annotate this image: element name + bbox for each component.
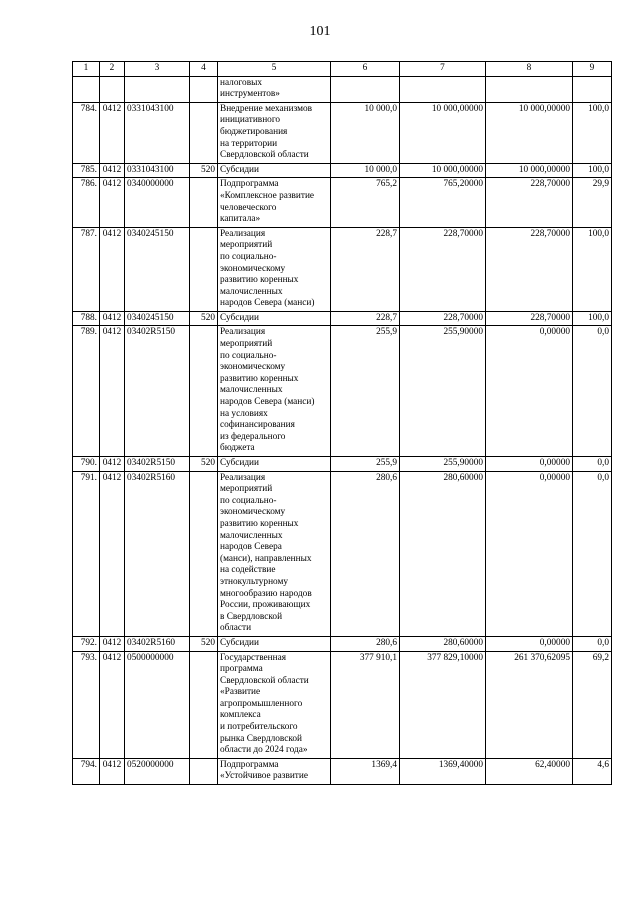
budget-table xyxy=(72,61,612,785)
approved-amount xyxy=(400,76,486,102)
approved-amount: 228,70000 xyxy=(400,311,486,326)
execution-percent: 29,9 xyxy=(573,178,612,227)
table-row xyxy=(73,311,612,326)
approved-amount: 255,90000 xyxy=(400,457,486,472)
item-name: Субсидии xyxy=(218,311,331,326)
table-row xyxy=(73,651,612,758)
execution-percent: 100,0 xyxy=(573,311,612,326)
section-code xyxy=(100,76,125,102)
row-number: 794. xyxy=(73,758,100,784)
executed-amount: 228,70000 xyxy=(486,311,573,326)
column-header: 9 xyxy=(573,62,612,77)
approved-amount: 10 000,00000 xyxy=(400,163,486,178)
executed-amount: 0,00000 xyxy=(486,457,573,472)
approved-amount: 228,70000 xyxy=(400,227,486,311)
section-code: 0412 xyxy=(100,636,125,651)
column-header: 8 xyxy=(486,62,573,77)
target-code: 03402R5160 xyxy=(125,636,190,651)
column-header: 7 xyxy=(400,62,486,77)
executed-amount: 228,70000 xyxy=(486,178,573,227)
column-header: 4 xyxy=(190,62,218,77)
target-code: 0500000000 xyxy=(125,651,190,758)
target-code: 03402R5160 xyxy=(125,471,190,636)
row-number: 792. xyxy=(73,636,100,651)
execution-percent: 0,0 xyxy=(573,326,612,457)
row-number: 791. xyxy=(73,471,100,636)
expense-kind: 520 xyxy=(190,636,218,651)
approved-amount: 10 000,00000 xyxy=(400,102,486,163)
item-name: Реализация мероприятий по социально- экономическому развитию коренных малочисленных народов Севера (манси) на условиях софинансирования из федерального бюджета xyxy=(218,326,331,457)
executed-amount: 0,00000 xyxy=(486,326,573,457)
planned-amount: 765,2 xyxy=(331,178,400,227)
approved-amount: 280,60000 xyxy=(400,636,486,651)
row-number xyxy=(73,76,100,102)
item-name: Подпрограмма «Устойчивое развитие xyxy=(218,758,331,784)
expense-kind: 520 xyxy=(190,457,218,472)
planned-amount xyxy=(331,76,400,102)
row-number: 786. xyxy=(73,178,100,227)
row-number: 787. xyxy=(73,227,100,311)
section-code: 0412 xyxy=(100,178,125,227)
row-number: 784. xyxy=(73,102,100,163)
section-code: 0412 xyxy=(100,457,125,472)
target-code xyxy=(125,76,190,102)
item-name: Государственная программа Свердловской области «Развитие агропромышленного комплекса и потребительского рынка Свердловской области до 2024 года» xyxy=(218,651,331,758)
row-number: 785. xyxy=(73,163,100,178)
target-code: 03402R5150 xyxy=(125,326,190,457)
item-name: Субсидии xyxy=(218,636,331,651)
item-name: Субсидии xyxy=(218,163,331,178)
target-code: 0331043100 xyxy=(125,102,190,163)
table-row xyxy=(73,163,612,178)
table-row xyxy=(73,758,612,784)
row-number: 793. xyxy=(73,651,100,758)
execution-percent: 4,6 xyxy=(573,758,612,784)
approved-amount: 377 829,10000 xyxy=(400,651,486,758)
page-number: 101 xyxy=(309,24,331,39)
item-name: Реализация мероприятий по социально- экономическому развитию коренных малочисленных народов Севера (манси), направленных на содействие этнокультурному многообразию народов России, проживающих в Свердловской области xyxy=(218,471,331,636)
approved-amount: 765,20000 xyxy=(400,178,486,227)
section-code: 0412 xyxy=(100,311,125,326)
expense-kind xyxy=(190,471,218,636)
table-row xyxy=(73,471,612,636)
executed-amount: 10 000,00000 xyxy=(486,163,573,178)
table-row xyxy=(73,102,612,163)
planned-amount: 10 000,0 xyxy=(331,163,400,178)
section-code: 0412 xyxy=(100,102,125,163)
item-name: Реализация мероприятий по социально- экономическому развитию коренных малочисленных народов Севера (манси) xyxy=(218,227,331,311)
section-code: 0412 xyxy=(100,326,125,457)
planned-amount: 255,9 xyxy=(331,326,400,457)
expense-kind xyxy=(190,227,218,311)
table-header xyxy=(73,62,612,77)
planned-amount: 228,7 xyxy=(331,311,400,326)
executed-amount: 261 370,62095 xyxy=(486,651,573,758)
header-row xyxy=(73,62,612,77)
column-header: 2 xyxy=(100,62,125,77)
execution-percent: 0,0 xyxy=(573,636,612,651)
row-number: 788. xyxy=(73,311,100,326)
planned-amount: 1369,4 xyxy=(331,758,400,784)
executed-amount: 0,00000 xyxy=(486,636,573,651)
planned-amount: 228,7 xyxy=(331,227,400,311)
planned-amount: 377 910,1 xyxy=(331,651,400,758)
executed-amount: 62,40000 xyxy=(486,758,573,784)
execution-percent xyxy=(573,76,612,102)
executed-amount: 228,70000 xyxy=(486,227,573,311)
expense-kind xyxy=(190,651,218,758)
approved-amount: 255,90000 xyxy=(400,326,486,457)
expense-kind: 520 xyxy=(190,311,218,326)
execution-percent: 100,0 xyxy=(573,227,612,311)
column-header: 3 xyxy=(125,62,190,77)
expense-kind xyxy=(190,178,218,227)
section-code: 0412 xyxy=(100,227,125,311)
item-name: Внедрение механизмов инициативного бюджетирования на территории Свердловской области xyxy=(218,102,331,163)
expense-kind xyxy=(190,326,218,457)
table-row xyxy=(73,227,612,311)
planned-amount: 255,9 xyxy=(331,457,400,472)
execution-percent: 69,2 xyxy=(573,651,612,758)
column-header: 6 xyxy=(331,62,400,77)
section-code: 0412 xyxy=(100,163,125,178)
expense-kind xyxy=(190,758,218,784)
column-header: 5 xyxy=(218,62,331,77)
section-code: 0412 xyxy=(100,471,125,636)
executed-amount: 10 000,00000 xyxy=(486,102,573,163)
planned-amount: 10 000,0 xyxy=(331,102,400,163)
section-code: 0412 xyxy=(100,651,125,758)
planned-amount: 280,6 xyxy=(331,471,400,636)
row-number: 789. xyxy=(73,326,100,457)
target-code: 0340000000 xyxy=(125,178,190,227)
execution-percent: 0,0 xyxy=(573,471,612,636)
item-name: налоговых инструментов» xyxy=(218,76,331,102)
execution-percent: 100,0 xyxy=(573,163,612,178)
target-code: 0331043100 xyxy=(125,163,190,178)
approved-amount: 280,60000 xyxy=(400,471,486,636)
item-name: Субсидии xyxy=(218,457,331,472)
table-row xyxy=(73,636,612,651)
table-row xyxy=(73,326,612,457)
row-number: 790. xyxy=(73,457,100,472)
table-row xyxy=(73,457,612,472)
expense-kind: 520 xyxy=(190,163,218,178)
expense-kind xyxy=(190,102,218,163)
table-row xyxy=(73,76,612,102)
target-code: 0340245150 xyxy=(125,311,190,326)
execution-percent: 100,0 xyxy=(573,102,612,163)
planned-amount: 280,6 xyxy=(331,636,400,651)
approved-amount: 1369,40000 xyxy=(400,758,486,784)
target-code: 0520000000 xyxy=(125,758,190,784)
expense-kind xyxy=(190,76,218,102)
table-row xyxy=(73,178,612,227)
item-name: Подпрограмма «Комплексное развитие человеческого капитала» xyxy=(218,178,331,227)
target-code: 0340245150 xyxy=(125,227,190,311)
section-code: 0412 xyxy=(100,758,125,784)
column-header: 1 xyxy=(73,62,100,77)
table-body xyxy=(73,76,612,784)
executed-amount xyxy=(486,76,573,102)
execution-percent: 0,0 xyxy=(573,457,612,472)
executed-amount: 0,00000 xyxy=(486,471,573,636)
target-code: 03402R5150 xyxy=(125,457,190,472)
